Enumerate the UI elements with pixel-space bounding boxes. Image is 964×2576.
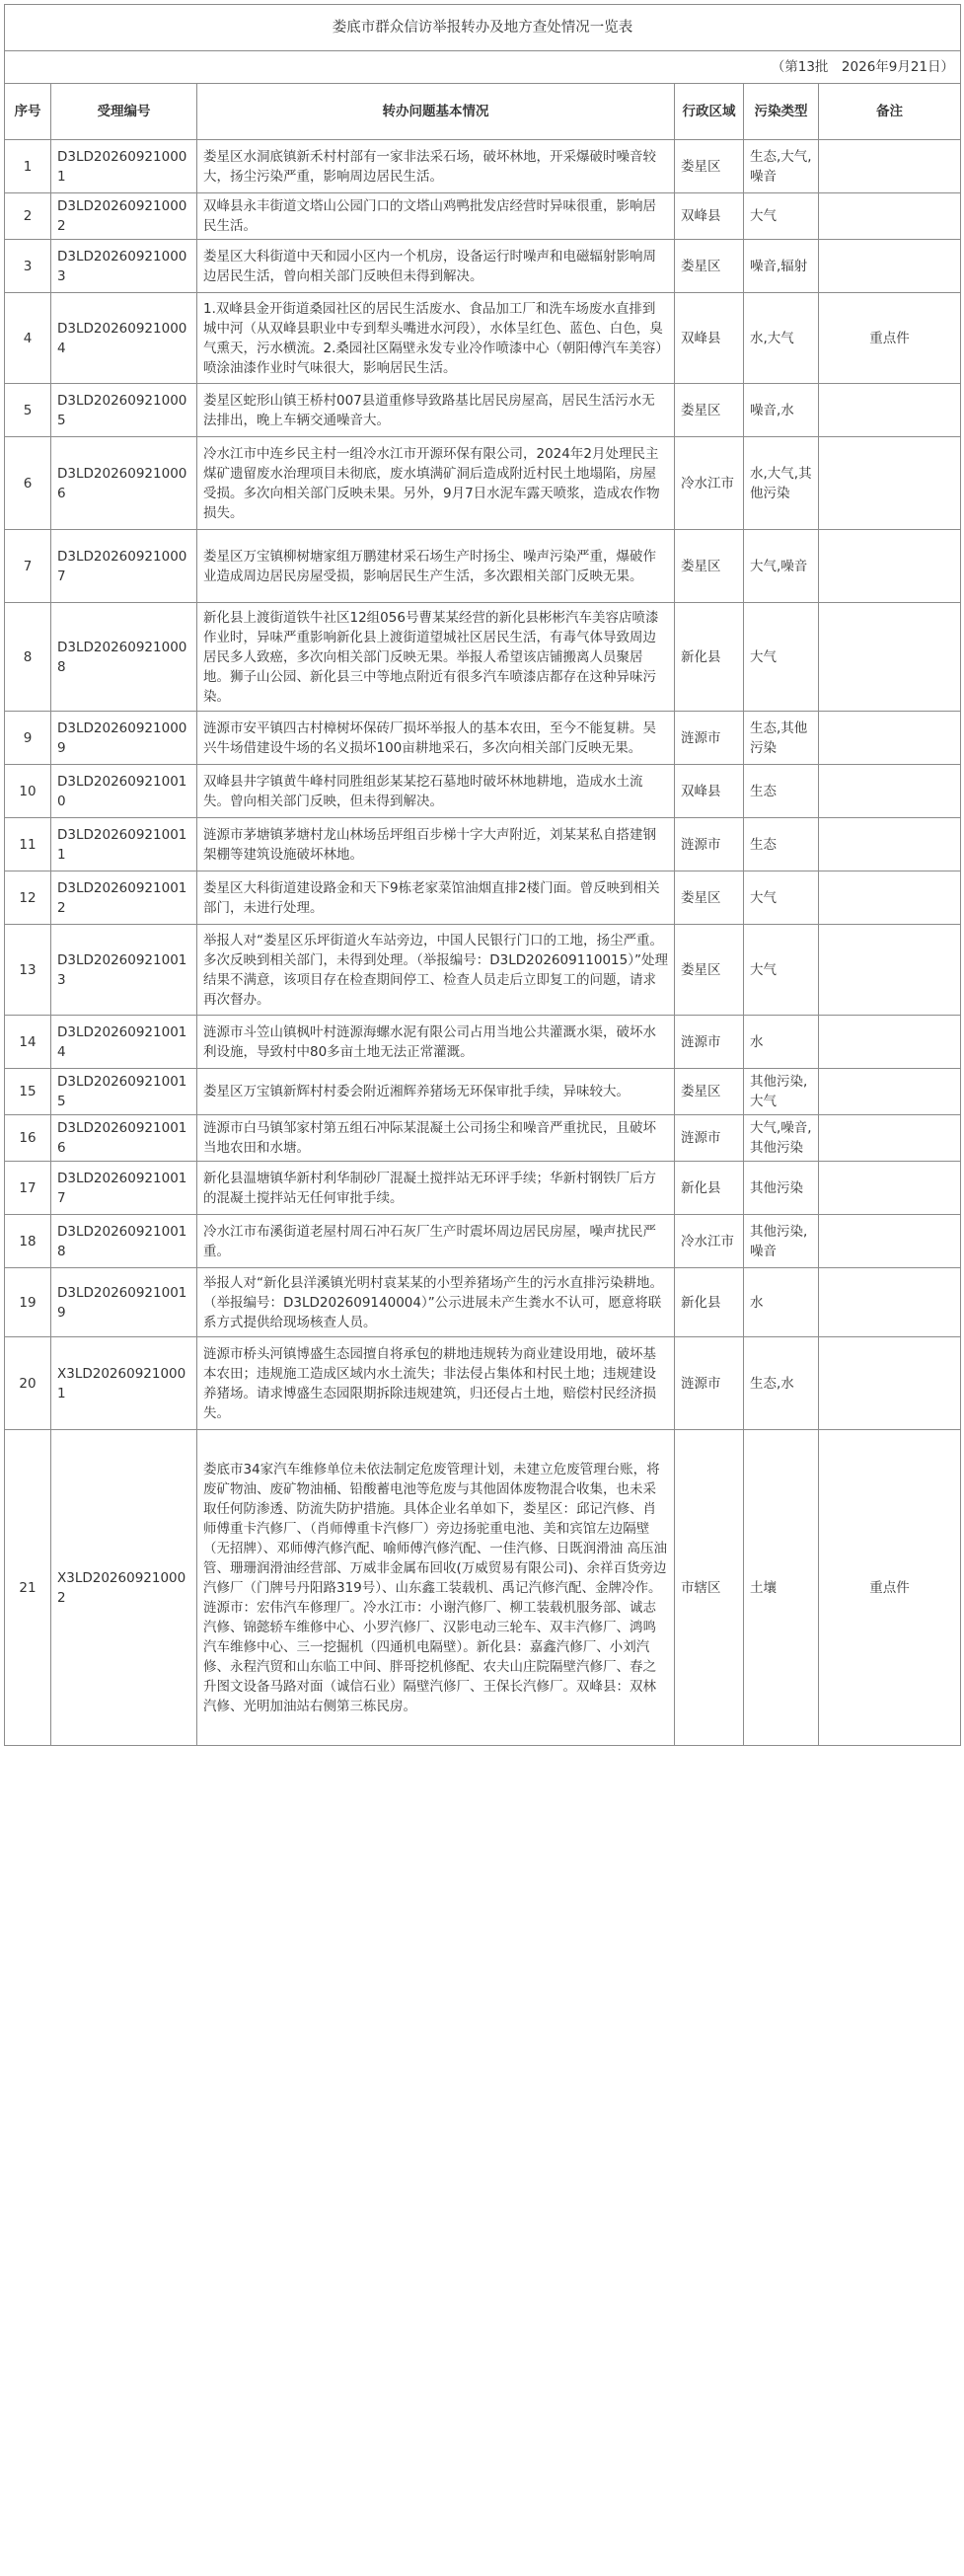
cell-no: 12 [5, 871, 51, 925]
table-row [5, 603, 961, 712]
cell-pollution-type: 水 [744, 1268, 819, 1337]
table-row [5, 1162, 961, 1215]
table-row [5, 384, 961, 437]
cell-pollution-type: 噪音,辐射 [744, 240, 819, 293]
cell-area: 新化县 [675, 1268, 744, 1337]
cell-pollution-type: 生态 [744, 765, 819, 818]
cell-code: D3LD202609210019 [51, 1268, 197, 1337]
cell-pollution-type: 大气,噪音 [744, 530, 819, 603]
cell-no: 20 [5, 1337, 51, 1430]
cell-area: 冷水江市 [675, 437, 744, 530]
cell-description: 1.双峰县金开街道桑园社区的居民生活废水、食品加工厂和洗车场废水直排到城中河（从双峰县职业中专到犁头嘴进水河段），水体呈红色、蓝色、白色，臭气熏天，污水横流。2.桑园社区隔壁永发专业冷作喷漆中心（朝阳傅汽车美容）喷涂油漆作业时气味很大，影响居民生活。 [197, 293, 675, 384]
table-row [5, 871, 961, 925]
cell-area: 娄星区 [675, 871, 744, 925]
cell-description: 新化县温塘镇华新村利华制砂厂混凝土搅拌站无环评手续；华新村钢铁厂后方的混凝土搅拌站无任何审批手续。 [197, 1162, 675, 1215]
cell-area: 娄星区 [675, 140, 744, 193]
cell-no: 15 [5, 1069, 51, 1115]
cell-pollution-type: 大气 [744, 871, 819, 925]
cell-description: 娄星区蛇形山镇王桥村007县道重修导致路基比居民房屋高，居民生活污水无法排出，晚上车辆交通噪音大。 [197, 384, 675, 437]
table-row [5, 293, 961, 384]
cell-pollution-type: 大气 [744, 603, 819, 712]
cell-no: 3 [5, 240, 51, 293]
cell-description: 新化县上渡街道铁牛社区12组056号曹某某经营的新化县彬彬汽车美容店喷漆作业时，异味严重影响新化县上渡街道望城社区居民生活，有毒气体导致周边居民多人致癌，多次向相关部门反映无果。举报人希望该店铺搬离人员聚居地。狮子山公园、新化县三中等地点附近有很多汽车喷漆店都存在这种异味污染。 [197, 603, 675, 712]
cell-no: 21 [5, 1430, 51, 1746]
header-code: 受理编号 [51, 84, 197, 140]
cell-code: D3LD202609210004 [51, 293, 197, 384]
cell-code: D3LD202609210003 [51, 240, 197, 293]
table-row [5, 712, 961, 765]
table-row [5, 140, 961, 193]
table-row [5, 193, 961, 240]
table-row [5, 1430, 961, 1746]
cell-pollution-type: 大气,噪音,其他污染 [744, 1115, 819, 1162]
cell-pollution-type: 水,大气 [744, 293, 819, 384]
table-row [5, 925, 961, 1016]
batch-row [5, 51, 961, 84]
cell-area: 双峰县 [675, 193, 744, 240]
cell-no: 9 [5, 712, 51, 765]
cell-description: 冷水江市中连乡民主村一组冷水江市开源环保有限公司，2024年2月处理民主煤矿遗留废水治理项目未彻底，废水填满矿洞后造成附近村民土地塌陷，房屋受损。多次向相关部门反映未果。另外，9月7日水泥车露天喷浆，造成农作物损失。 [197, 437, 675, 530]
table-row [5, 1069, 961, 1115]
cell-note [819, 240, 961, 293]
cell-note [819, 818, 961, 871]
table-row [5, 437, 961, 530]
cell-area: 双峰县 [675, 765, 744, 818]
cell-description: 娄星区大科街道建设路金和天下9栋老家菜馆油烟直排2楼门面。曾反映到相关部门，未进行处理。 [197, 871, 675, 925]
cell-description: 娄星区万宝镇新辉村村委会附近湘辉养猪场无环保审批手续，异味较大。 [197, 1069, 675, 1115]
complaint-table [4, 4, 961, 1746]
cell-note [819, 603, 961, 712]
cell-description: 双峰县永丰街道文塔山公园门口的文塔山鸡鸭批发店经营时异味很重，影响居民生活。 [197, 193, 675, 240]
title-row [5, 5, 961, 51]
cell-no: 5 [5, 384, 51, 437]
cell-no: 19 [5, 1268, 51, 1337]
cell-note [819, 530, 961, 603]
table-title: 娄底市群众信访举报转办及地方查处情况一览表 [5, 5, 961, 51]
cell-code: D3LD202609210007 [51, 530, 197, 603]
cell-code: D3LD202609210001 [51, 140, 197, 193]
cell-pollution-type: 大气 [744, 925, 819, 1016]
table-row [5, 818, 961, 871]
cell-description: 冷水江市布溪街道老屋村周石冲石灰厂生产时震坏周边居民房屋，噪声扰民严重。 [197, 1215, 675, 1268]
cell-note [819, 140, 961, 193]
table-row [5, 1016, 961, 1069]
table-row [5, 1115, 961, 1162]
cell-no: 17 [5, 1162, 51, 1215]
cell-pollution-type: 其他污染,大气 [744, 1069, 819, 1115]
cell-note [819, 437, 961, 530]
cell-area: 市辖区 [675, 1430, 744, 1746]
cell-description: 涟源市安平镇四古村樟树坏保砖厂损坏举报人的基本农田，至今不能复耕。吴兴牛场借建设牛场的名义损坏100亩耕地采石，多次向相关部门反映无果。 [197, 712, 675, 765]
table-row [5, 240, 961, 293]
cell-area: 娄星区 [675, 925, 744, 1016]
cell-area: 娄星区 [675, 240, 744, 293]
cell-area: 涟源市 [675, 1115, 744, 1162]
cell-pollution-type: 其他污染,噪音 [744, 1215, 819, 1268]
cell-note [819, 193, 961, 240]
cell-no: 8 [5, 603, 51, 712]
cell-code: D3LD202609210006 [51, 437, 197, 530]
cell-pollution-type: 其他污染 [744, 1162, 819, 1215]
cell-area: 娄星区 [675, 530, 744, 603]
cell-code: D3LD202609210018 [51, 1215, 197, 1268]
table-row [5, 1215, 961, 1268]
cell-area: 娄星区 [675, 384, 744, 437]
header-note: 备注 [819, 84, 961, 140]
cell-note [819, 712, 961, 765]
cell-note: 重点件 [819, 293, 961, 384]
header-row [5, 84, 961, 140]
cell-code: X3LD202609210001 [51, 1337, 197, 1430]
cell-note [819, 1215, 961, 1268]
cell-code: D3LD202609210012 [51, 871, 197, 925]
cell-area: 冷水江市 [675, 1215, 744, 1268]
header-area: 行政区域 [675, 84, 744, 140]
cell-area: 涟源市 [675, 1016, 744, 1069]
cell-area: 涟源市 [675, 712, 744, 765]
header-type: 污染类型 [744, 84, 819, 140]
table-row [5, 530, 961, 603]
cell-area: 新化县 [675, 603, 744, 712]
cell-no: 16 [5, 1115, 51, 1162]
cell-description: 娄星区水洞底镇新禾村村部有一家非法采石场，破坏林地，开采爆破时噪音较大，扬尘污染严重，影响周边居民生活。 [197, 140, 675, 193]
cell-code: D3LD202609210017 [51, 1162, 197, 1215]
header-desc: 转办问题基本情况 [197, 84, 675, 140]
cell-no: 18 [5, 1215, 51, 1268]
cell-area: 涟源市 [675, 818, 744, 871]
cell-description: 涟源市白马镇邹家村第五组石冲际某混凝土公司扬尘和噪音严重扰民，且破坏当地农田和水塘。 [197, 1115, 675, 1162]
cell-code: X3LD202609210002 [51, 1430, 197, 1746]
cell-area: 双峰县 [675, 293, 744, 384]
cell-description: 举报人对“娄星区乐坪街道火车站旁边，中国人民银行门口的工地，扬尘严重。多次反映到相关部门，未得到处理。（举报编号：D3LD202609110015）”处理结果不满意，该项目存在检查期间停工、检查人员走后立即复工的问题，请求再次督办。 [197, 925, 675, 1016]
cell-code: D3LD202609210013 [51, 925, 197, 1016]
cell-no: 1 [5, 140, 51, 193]
batch-info: （第13批 2026年9月21日） [5, 51, 961, 84]
table-row [5, 765, 961, 818]
cell-note [819, 384, 961, 437]
cell-code: D3LD202609210016 [51, 1115, 197, 1162]
cell-description: 娄底市34家汽车维修单位未依法制定危废管理计划，未建立危废管理台账，将废矿物油、废矿物油桶、铅酸蓄电池等危废与其他固体废物混合收集，也未采取任何防渗透、防流失防护措施。具体企业名单如下，娄星区：邱记汽修、肖师傅重卡汽修厂、（肖师傅重卡汽修厂）旁边扬驼重电池、美和宾馆左边隔壁（无招牌）、邓师傅汽修汽配、喻师傅汽修汽配、一佳汽修、日既润滑油 高压油管、珊珊润滑油经营部、万威非金属布回收(万威贸易有限公司)、余祥百货旁边汽修厂（门牌号丹阳路319号）、山东鑫工装载机、禹记汽修汽配、金牌冷作。涟源市：宏伟汽车修理厂。冷水江市：小谢汽修厂、柳工装载机服务部、诚志汽修、锦懿轿车维修中心、小罗汽修厂、汉影电动三轮车、双丰汽修厂、鸿鸣汽车维修中心、三一挖掘机（四通机电隔壁）。新化县：嘉鑫汽修厂、小刘汽修、永程汽贸和山东临工中间、胖哥挖机修配、农夫山庄院隔壁汽修厂、春之升图文设备马路对面（诚信石业）隔壁汽修厂、王保长汽修厂。双峰县：双林汽修、光明加油站右侧第三栋民房。 [197, 1430, 675, 1746]
table-row [5, 1268, 961, 1337]
header-no: 序号 [5, 84, 51, 140]
table-row [5, 1337, 961, 1430]
cell-pollution-type: 水 [744, 1016, 819, 1069]
cell-code: D3LD202609210011 [51, 818, 197, 871]
cell-pollution-type: 生态,大气,噪音 [744, 140, 819, 193]
cell-note [819, 1268, 961, 1337]
cell-pollution-type: 水,大气,其他污染 [744, 437, 819, 530]
cell-description: 双峰县井字镇黄牛峰村同胜组彭某某挖石墓地时破坏林地耕地，造成水土流失。曾向相关部门反映，但未得到解决。 [197, 765, 675, 818]
cell-note [819, 1162, 961, 1215]
cell-note [819, 1115, 961, 1162]
cell-area: 娄星区 [675, 1069, 744, 1115]
cell-description: 涟源市斗笠山镇枫叶村涟源海螺水泥有限公司占用当地公共灌溉水渠，破坏水利设施，导致村中80多亩土地无法正常灌溉。 [197, 1016, 675, 1069]
cell-pollution-type: 生态 [744, 818, 819, 871]
cell-no: 11 [5, 818, 51, 871]
cell-code: D3LD202609210002 [51, 193, 197, 240]
cell-description: 涟源市茅塘镇茅塘村龙山林场岳坪组百步梯十字大声附近，刘某某私自搭建钢架棚等建筑设施破坏林地。 [197, 818, 675, 871]
cell-pollution-type: 生态,水 [744, 1337, 819, 1430]
cell-no: 10 [5, 765, 51, 818]
cell-note [819, 1016, 961, 1069]
cell-pollution-type: 噪音,水 [744, 384, 819, 437]
cell-note [819, 1337, 961, 1430]
cell-code: D3LD202609210010 [51, 765, 197, 818]
cell-description: 涟源市桥头河镇博盛生态园擅自将承包的耕地违规转为商业建设用地，破坏基本农田；违规施工造成区域内水土流失；非法侵占集体和村民土地；违规建设养猪场。请求博盛生态园限期拆除违规建筑，归还侵占土地，赔偿村民经济损失。 [197, 1337, 675, 1430]
cell-pollution-type: 大气 [744, 193, 819, 240]
cell-no: 13 [5, 925, 51, 1016]
cell-area: 涟源市 [675, 1337, 744, 1430]
cell-note [819, 871, 961, 925]
cell-description: 娄星区大科街道中天和园小区内一个机房，设备运行时噪声和电磁辐射影响周边居民生活，曾向相关部门反映但未得到解决。 [197, 240, 675, 293]
cell-code: D3LD202609210008 [51, 603, 197, 712]
cell-no: 6 [5, 437, 51, 530]
cell-note: 重点件 [819, 1430, 961, 1746]
cell-code: D3LD202609210015 [51, 1069, 197, 1115]
cell-area: 新化县 [675, 1162, 744, 1215]
cell-no: 14 [5, 1016, 51, 1069]
cell-pollution-type: 生态,其他污染 [744, 712, 819, 765]
cell-description: 举报人对“新化县洋溪镇光明村袁某某的小型养猪场产生的污水直排污染耕地。（举报编号：D3LD202609140004）”公示进展未产生粪水不认可，愿意将联系方式提供给现场核查人员。 [197, 1268, 675, 1337]
cell-code: D3LD202609210005 [51, 384, 197, 437]
cell-code: D3LD202609210014 [51, 1016, 197, 1069]
cell-note [819, 1069, 961, 1115]
cell-no: 4 [5, 293, 51, 384]
cell-description: 娄星区万宝镇柳树塘家组万鹏建材采石场生产时扬尘、噪声污染严重，爆破作业造成周边居民房屋受损，影响居民生产生活，多次跟相关部门反映无果。 [197, 530, 675, 603]
cell-pollution-type: 土壤 [744, 1430, 819, 1746]
cell-code: D3LD202609210009 [51, 712, 197, 765]
cell-note [819, 765, 961, 818]
cell-no: 2 [5, 193, 51, 240]
cell-note [819, 925, 961, 1016]
cell-no: 7 [5, 530, 51, 603]
